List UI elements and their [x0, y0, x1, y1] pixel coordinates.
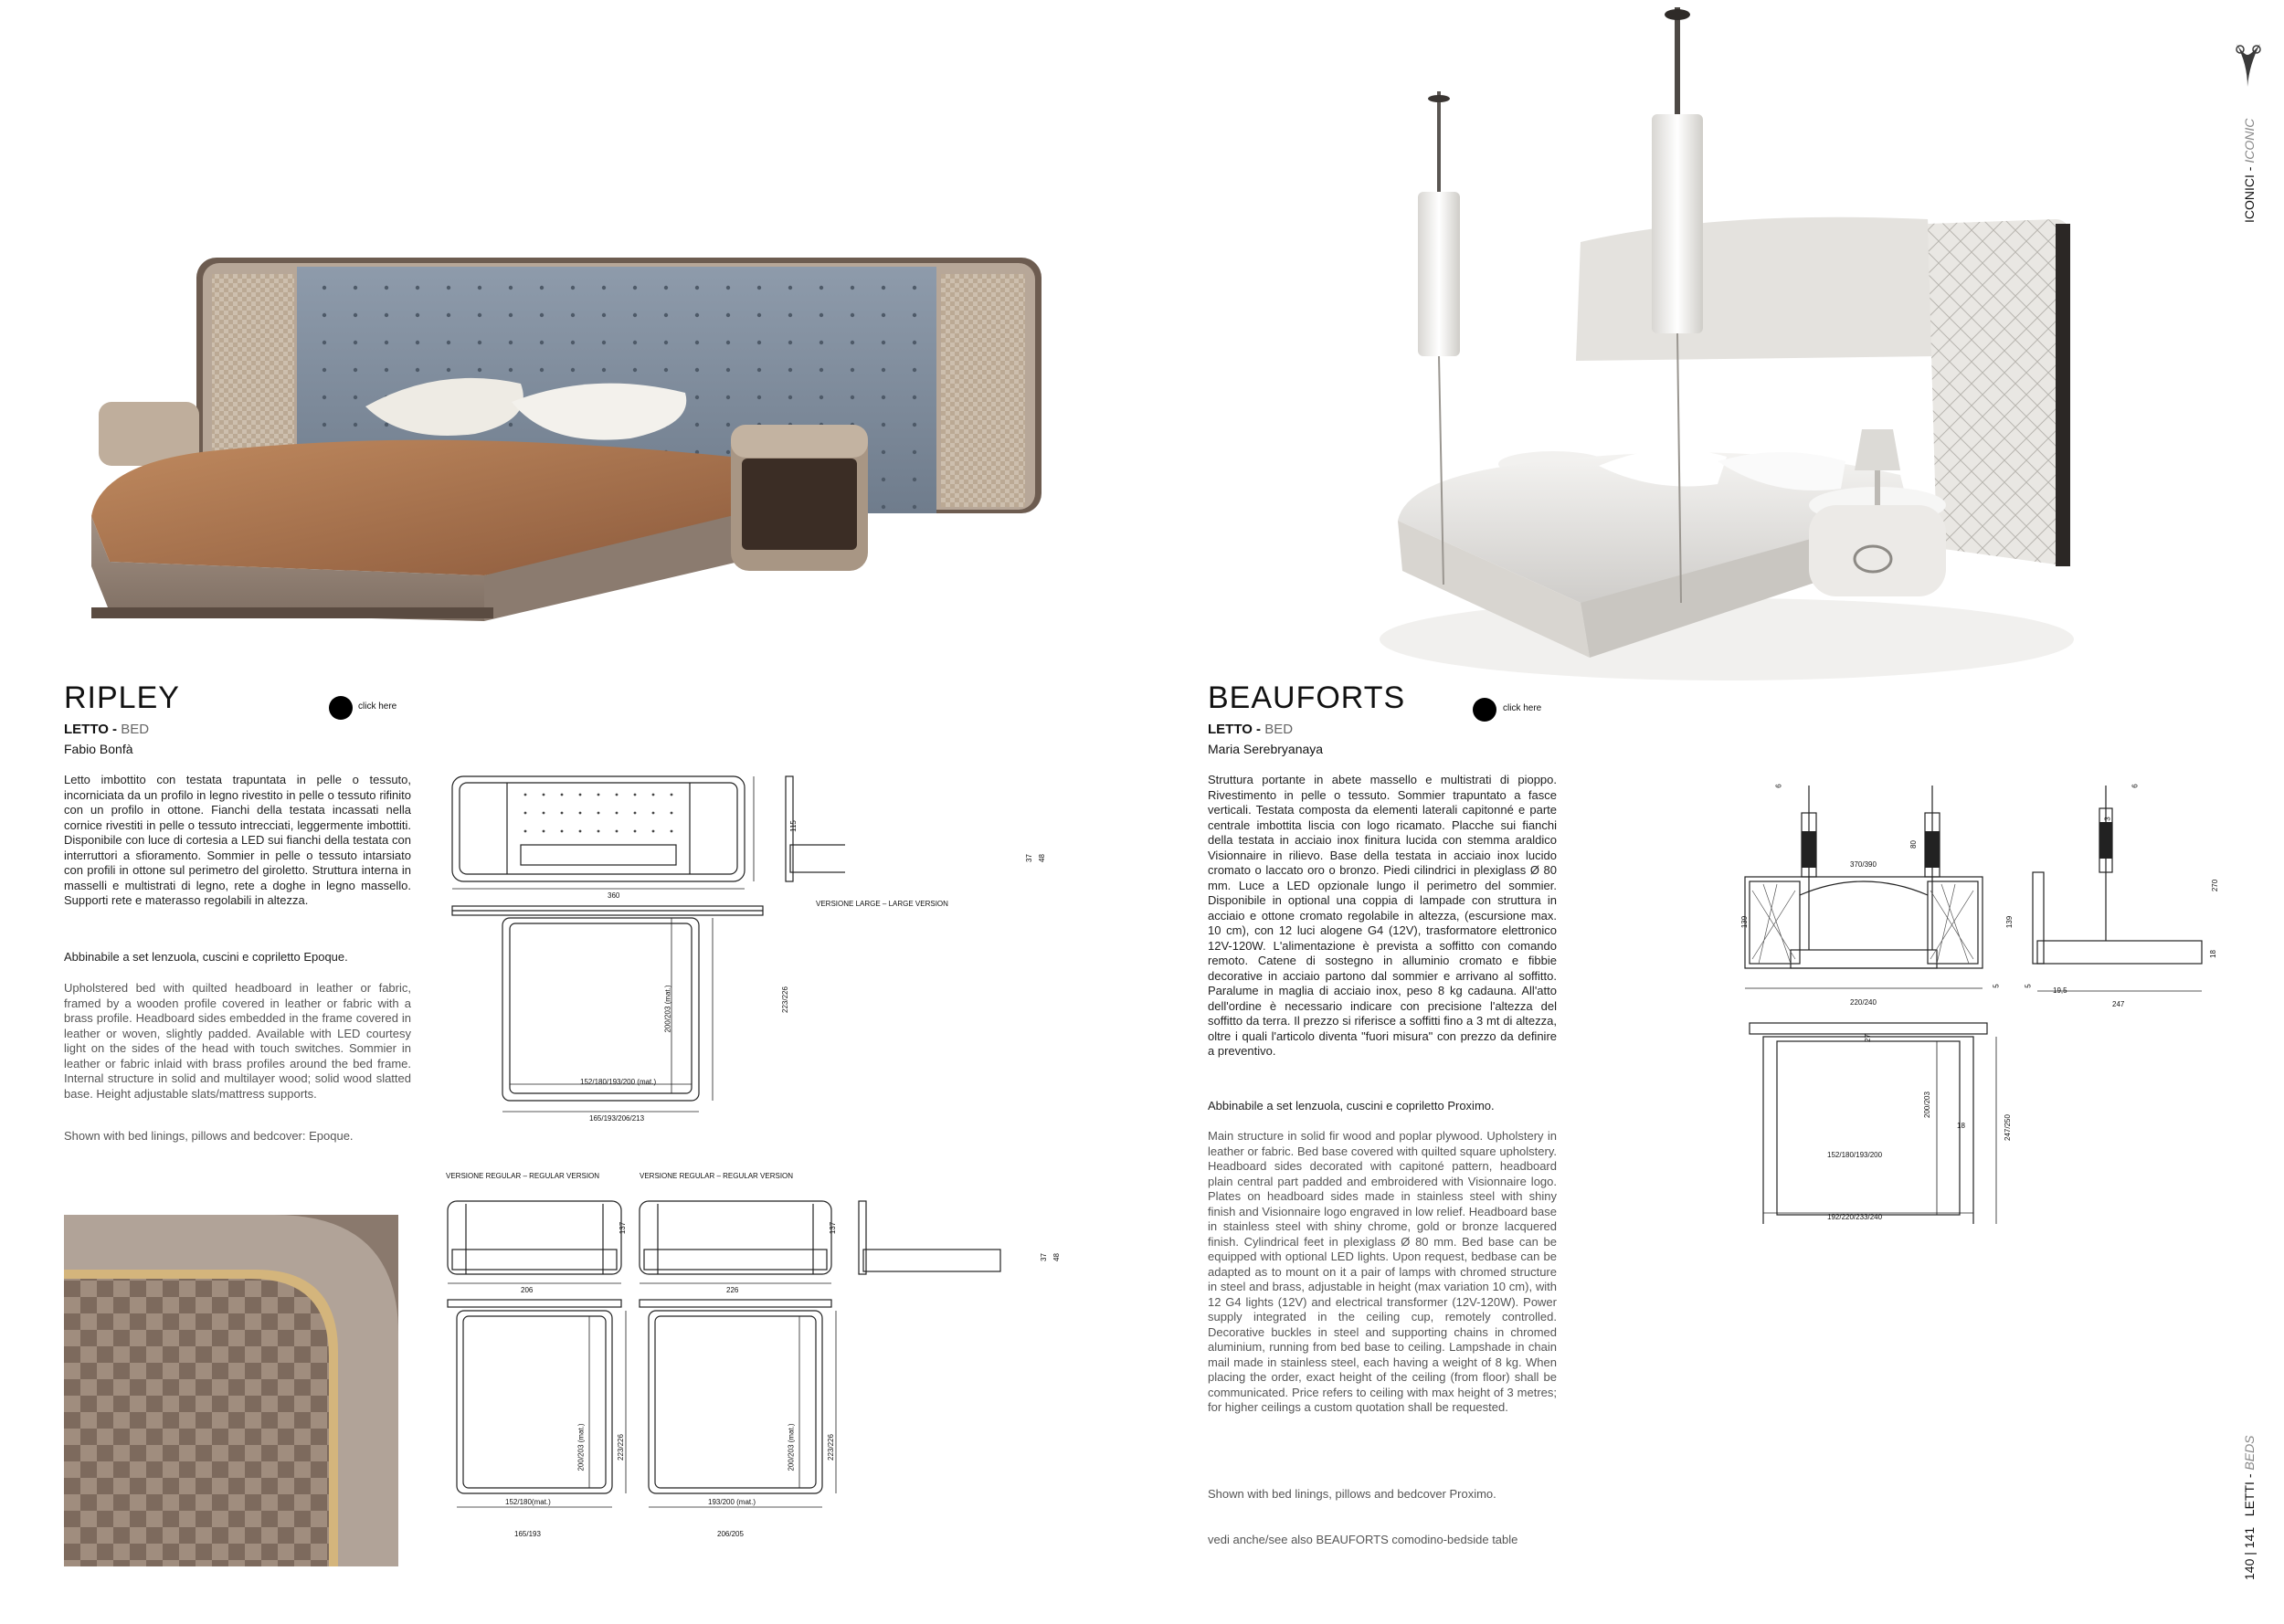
ripley-dim-large-depth: 223/226: [780, 986, 789, 1013]
beauforts-dim-18b: 18: [1957, 1122, 1965, 1130]
beauforts-click-label[interactable]: click here: [1503, 703, 1542, 713]
ripley-title: RIPLEY: [64, 680, 180, 715]
beauforts-type-en: BED: [1264, 722, 1294, 737]
ripley-dim-large-mattress: 200/203 (mat.): [663, 985, 672, 1033]
sidebar-page-numbers: 140 | 141: [2242, 1526, 2257, 1580]
beauforts-type: LETTO - BED: [1208, 722, 1294, 737]
sidebar-bottom: 140 | 141 LETTI - BEDS: [2242, 1435, 2257, 1580]
beauforts-dim-outer: 192/220/233/240: [1827, 1213, 1883, 1221]
beauforts-bed-photo: [1380, 0, 2092, 685]
beauforts-dim-headwidth: 370/390: [1850, 860, 1877, 869]
ripley-label-large: VERSIONE LARGE – LARGE VERSION: [816, 900, 948, 908]
beauforts-dim-6a: 6: [1774, 784, 1783, 788]
beauforts-match-en: Shown with bed linings, pillows and bedcover Proximo.: [1208, 1487, 1496, 1501]
beauforts-dim-80: 80: [1909, 840, 1918, 849]
ripley-dim-side-48: 48: [1052, 1253, 1061, 1261]
ripley-drawing-regular: [443, 1197, 1101, 1544]
ripley-dim-reg1-width: 206: [521, 1286, 534, 1294]
ripley-click-dot[interactable]: [329, 696, 353, 720]
ripley-type-en: BED: [121, 722, 150, 737]
ripley-dim-large-outer: 165/193/206/213: [589, 1114, 645, 1123]
beauforts-dim-247: 247: [2112, 1000, 2125, 1008]
sidebar-section: ICONICI - ICONIC: [2242, 118, 2257, 223]
ripley-match-en: Shown with bed linings, pillows and bedcover: Epoque.: [64, 1129, 354, 1143]
ripley-drawing-large: [443, 772, 845, 1155]
ripley-dim-large-head: 115: [788, 820, 798, 832]
beauforts-type-it: LETTO: [1208, 722, 1253, 737]
ripley-dim-large-inner: 152/180/193/200 (mat.): [580, 1078, 657, 1086]
ripley-match-it: Abbinabile a set lenzuola, cuscini e copriletto Epoque.: [64, 950, 348, 964]
ripley-dim-reg2-inner: 193/200 (mat.): [708, 1498, 756, 1506]
ripley-detail-photo: [64, 1215, 398, 1566]
beauforts-dim-220: 220/240: [1850, 998, 1877, 1007]
ripley-dim-reg1-outer: 165/193: [514, 1530, 541, 1538]
sidebar-bottom-en: BEDS: [2242, 1435, 2257, 1471]
beauforts-dim-19: 19,5: [2053, 986, 2067, 995]
ripley-dim-side-37: 37: [1039, 1253, 1048, 1261]
beauforts-dim-3: 3: [2103, 817, 2112, 821]
beauforts-dim-18: 18: [2208, 950, 2217, 958]
ripley-label-regular-2: VERSIONE REGULAR – REGULAR VERSION: [640, 1172, 794, 1180]
ripley-dim-reg2-width: 226: [726, 1286, 739, 1294]
ripley-dim-reg2-depth: 223/226: [826, 1434, 835, 1461]
sidebar-section-en: ICONIC: [2242, 118, 2257, 163]
ripley-dim-large-48: 48: [1037, 854, 1046, 862]
ripley-dim-reg1-depth: 223/226: [616, 1434, 625, 1461]
beauforts-drawing: [1736, 776, 2211, 1224]
beauforts-match-it: Abbinabile a set lenzuola, cuscini e copriletto Proximo.: [1208, 1099, 1495, 1113]
ripley-dim-large-width: 360: [608, 891, 620, 900]
beauforts-click-dot[interactable]: [1473, 698, 1496, 722]
beauforts-dim-139a: 139: [1740, 915, 1750, 929]
sidebar-bottom-it: LETTI: [2242, 1482, 2257, 1517]
beauforts-designer: Maria Serebryanaya: [1208, 742, 1324, 756]
ripley-dim-large-37: 37: [1024, 854, 1033, 862]
ripley-dim-reg2-outer: 206/205: [717, 1530, 744, 1538]
brand-logo-icon: [2229, 37, 2266, 91]
ripley-description-en: Upholstered bed with quilted headboard in leather or fabric, framed by a wooden profile covered in leather or fabric with a brass profile. Headboard sides embedded in the frame covered in leather or woven, slightly padded. Available with LED courtesy light on the sides of the head with touch switches. Sommier in leather or fabric inlaid with brass profiles around the bed frame. Internal structure in solid and multilayer wood; solid wood slatted base. Height adjustable slats/mattress supports.: [64, 981, 411, 1101]
ripley-click-label[interactable]: click here: [358, 701, 397, 712]
beauforts-dim-depth: 247/250: [2003, 1114, 2012, 1141]
beauforts-dim-mat: 200/203: [1922, 1091, 1931, 1118]
beauforts-dim-270: 270: [2211, 879, 2220, 892]
beauforts-dim-139b: 139: [2005, 915, 2014, 929]
ripley-dim-reg2-head: 137: [829, 1221, 838, 1235]
ripley-label-regular-1: VERSIONE REGULAR – REGULAR VERSION: [446, 1172, 600, 1180]
ripley-bed-photo: [91, 247, 1078, 649]
ripley-type: LETTO - BED: [64, 722, 150, 737]
beauforts-dim-5b: 5: [2024, 984, 2033, 988]
ripley-dim-reg1-inner: 152/180(mat.): [505, 1498, 551, 1506]
beauforts-description-it: Struttura portante in abete massello e multistrati di pioppo. Rivestimento in pelle o tessuto. Sommier trapuntato a fasce verticali. Testata composta da elementi laterali capitonné e parte centrale imbottita liscia con logo ricamato. Placche sui fianchi della testata in acciaio inox finitura lucida con stemma araldico Visionnaire in rilievo. Base della testata in acciaio inox lucido cromato o laccato oro o bronzo. Piedi cilindrici in plexiglass Ø 80 mm. Luce a LED opzionale lungo il perimetro del sommier. Disponibile in optional una coppia di lampade con struttura in acciaio e ottone cromato regolabile in altezza, (escursione max. 10 cm), con 12 luci alogene G4 (12V), trasformatore elettronico 12V-120W. L'alimentazione è prevista a soffitto con comando remoto. Catene di sostegno in alluminio cromato e fibbie decorative in acciaio partono dal sommier e arrivano al soffitto. Paralume in maglia di acciaio inox, peso 8 kg cadauna. All'atto dell'ordine è necessario indicare con precisione l'altezza del soffitto da terra. Il prezzo si riferisce a soffitti fino a 3 mt di altezza, oltre i quali l'articolo diventa "fuori misura" con prezzo da definire a preventivo.: [1208, 773, 1557, 1058]
ripley-designer: Fabio Bonfà: [64, 742, 133, 756]
sidebar-section-it: ICONICI: [2242, 174, 2257, 223]
beauforts-see-also[interactable]: vedi anche/see also BEAUFORTS comodino-bedside table: [1208, 1533, 1518, 1546]
ripley-dim-reg2-mattress: 200/203 (mat.): [787, 1423, 796, 1471]
beauforts-dim-inner: 152/180/193/200: [1827, 1151, 1883, 1159]
beauforts-description-en: Main structure in solid fir wood and poplar plywood. Upholstery in leather or fabric. Bed base covered with quilted square upholstery. Headboard sides decorated with capitoné pattern, headboard plain central part padded and embroidered with Visionnaire logo. Plates on headboard sides made in stainless steel with shiny finish and Visionnaire logo engraved in low relief. Headboard base in stainless steel with shiny chrome, gold or bronze lacquered finish. Cylindrical feet in plexiglass Ø 80 mm. Bed base can be equipped with optional LED lights. Upon request, bedbase can be adapted as to mount on it a pair of lamps with chromed structure in steel and brass, adjustable in height (max variation 10 cm), with 12 G4 lights (12V) and electrical transformer (12V-120W). Power supply integrated in the ceiling cup, remotely controlled. Decorative buckles in steel and supporting chains in chromed aluminium, running from bed base to ceiling. Lampshade in chain mail made in stainless steel, each having a weight of 8 kg. When placing the order, exact height of the ceiling (from floor) shall be communicated. Price refers to ceiling with max height of 3 metres; for higher ceilings a custom quotation shall be requested.: [1208, 1129, 1557, 1414]
ripley-type-it: LETTO: [64, 722, 109, 737]
ripley-dim-reg1-head: 137: [619, 1221, 628, 1235]
beauforts-dim-6b: 6: [2131, 784, 2140, 788]
beauforts-dim-5a: 5: [1992, 984, 2001, 988]
ripley-dim-reg1-mattress: 200/203 (mat.): [576, 1423, 586, 1471]
ripley-description-it: Letto imbottito con testata trapuntata in pelle o tessuto, incorniciata da un profilo in legno rivestito in pelle o tessuto rifinito con un profilo in ottone. Fianchi della testata incassati nella cornice rivestiti in pelle o tessuto intrecciati, leggermente imbottiti. Disponibile con luce di cortesia a LED sui fianchi della testata con interruttori a sfioramento. Sommier in pelle o tessuto intarsiato con profili in ottone sul perimetro del giroletto. Struttura interna in masselli e multistrati di legno, rete a doghe in legno massello. Supporti rete e materasso regolabili in altezza.: [64, 773, 411, 907]
beauforts-title: BEAUFORTS: [1208, 680, 1406, 715]
beauforts-dim-27: 27: [1863, 1034, 1872, 1042]
